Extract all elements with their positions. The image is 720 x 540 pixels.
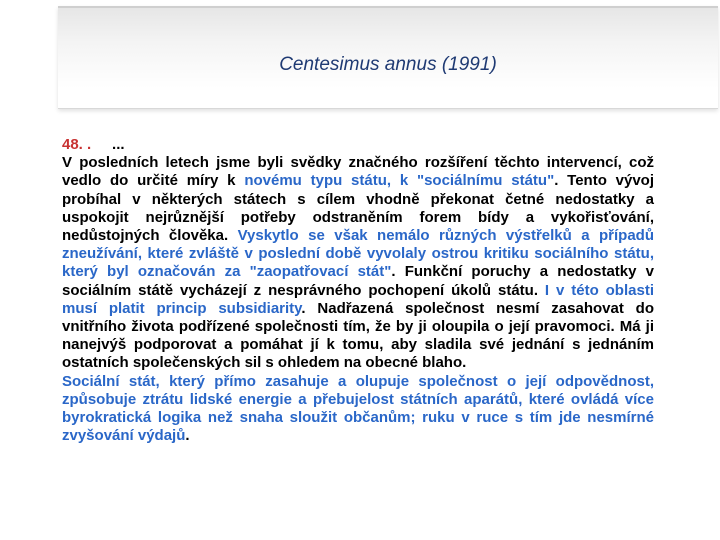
section-ellipsis: ... <box>112 136 125 153</box>
p1-text-2: . Tento vývoj probíhal v některých státech s cílem vhodně překonat četné nedostatky a uspokojit nejrůznější potřeby odstraněním forem bídy a vykořisťování, nedůstojných člověka. <box>62 172 654 245</box>
p2-highlight-1: Sociální stát, který přímo zasahuje a olupuje společnost o její odpovědnost, způsobuje ztrátu lidské energie a přebujelost státních aparátů, které ovládá více byrokratická logika než snaha sloužit občanům; ruku v ruce s tím jde nesmírné zvyšování výdajů <box>62 372 654 445</box>
slide-title: Centesimus annus (1991) <box>279 54 497 75</box>
p1-text-1: V posledních letech jsme byli svědky značného rozšíření těchto intervencí, což vedlo do určité míry k <box>62 154 654 190</box>
section-number: 48. . <box>62 136 92 153</box>
title-bar <box>58 6 718 109</box>
slide-body <box>62 136 654 445</box>
p1-text-4: . Nadřazená společnost nesmí zasahovat do vnitřního života podřízené společnosti tím, že by ji oloupila o její pravomoci. Má ji nanejvýš podporovat a pomáhat jí k tomu, aby sladila své jednání s jednáním ostatních společenských sil s ohledem na obecné blaho. <box>62 299 654 372</box>
section-spacer <box>91 136 112 153</box>
p1-highlight-1: novému typu státu, k "sociálnímu státu" <box>244 172 555 190</box>
paragraph-1 <box>62 154 654 372</box>
section-header <box>62 136 654 154</box>
paragraph-2 <box>62 373 654 446</box>
p2-text-1: . <box>185 427 190 445</box>
p1-text-3: . Funkční poruchy a nedostatky v sociálním státě vycházejí z nesprávného pochopení úkolů státu. <box>62 263 654 299</box>
p1-highlight-3: I v této oblasti musí platit princip subsidiarity <box>62 281 654 317</box>
p1-highlight-2: Vyskytlo se však nemálo různých výstřelků a případů zneužívání, které zvláště v poslední době vyvolaly ostrou kritiku sociálního státu, který byl označován za "zaopatřovací stát" <box>62 227 654 281</box>
